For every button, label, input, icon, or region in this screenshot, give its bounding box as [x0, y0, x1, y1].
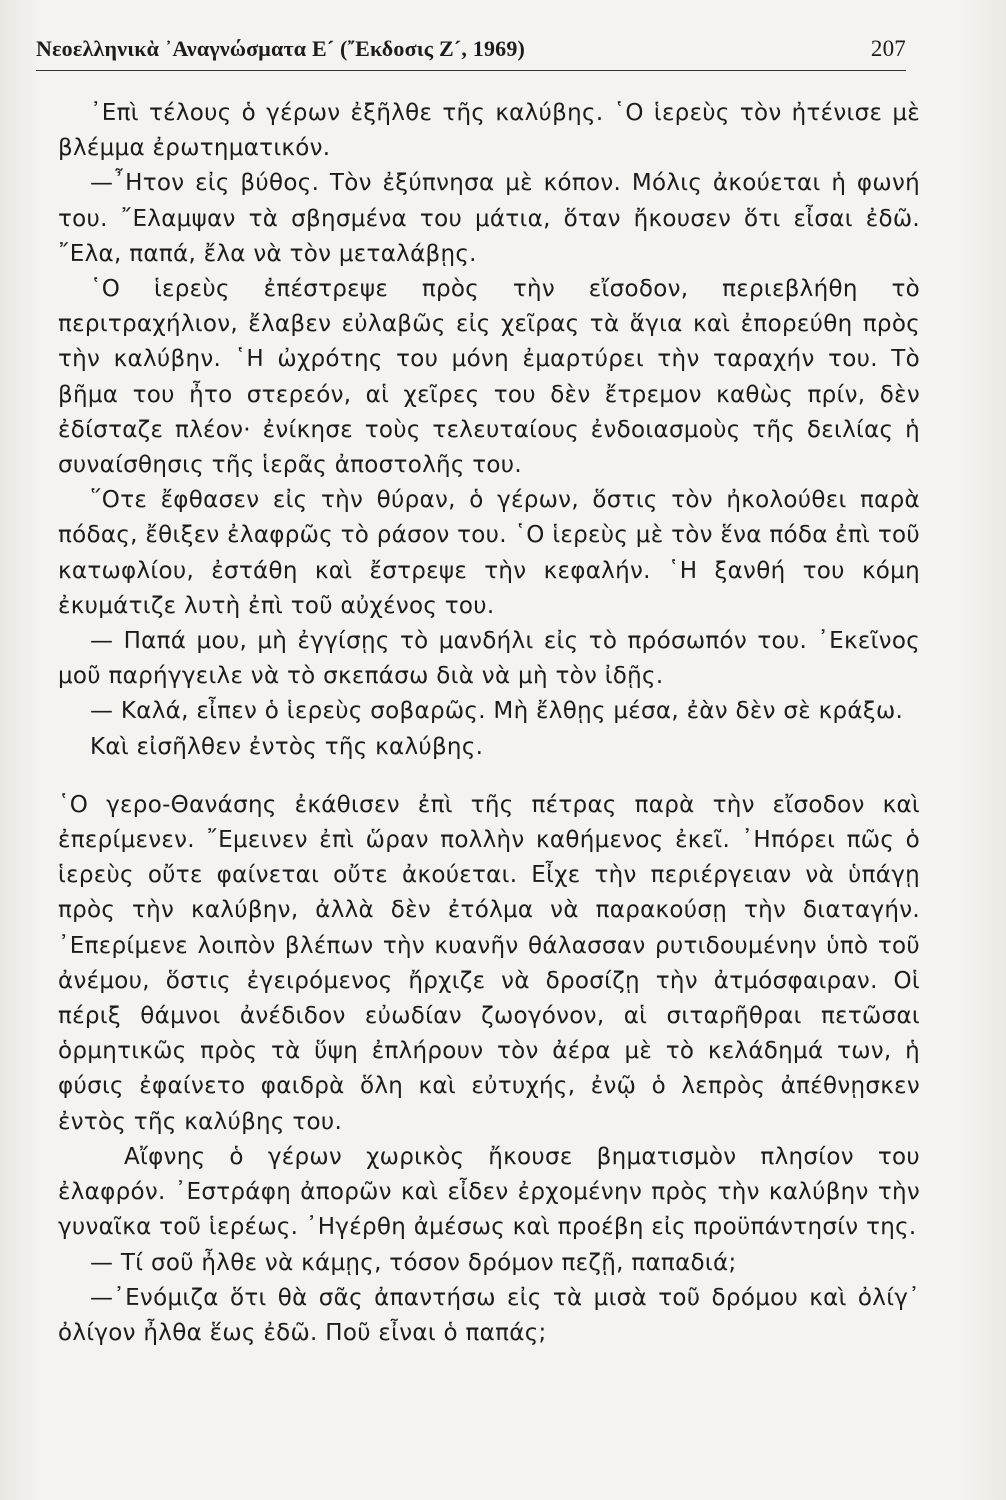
paragraph: Καὶ εἰσῆλθεν ἐντὸς τῆς καλύβης.: [90, 733, 484, 760]
paragraph: ῾Ο ἱερεὺς ἐπέστρεψε πρὸς τὴν εἴσοδον, περιεβλήθη τὸ περιτραχήλιον, ἔλαβεν εὐλαβῶς εἰς χεῖρας τὰ ἅγια καὶ ἐπορεύθη πρὸς τὴν καλύβην. ῾Η ὠχρότης του μόνη ἐμαρτύρει τὴν ταραχήν του. Τὸ βῆμα του ἦτο στερεόν, αἱ χεῖρες του δὲν ἔτρεμον καθὼς πρίν, δὲν ἐδίσταζε πλέον· ἐνίκησε τοὺς τελευταίους ἐνδοιασμοὺς τῆς δειλίας ἡ συναίσθησις τῆς ἱερᾶς ἀποστολῆς του.: [58, 276, 920, 479]
running-header: [36, 28, 906, 62]
paragraph: ῾Ο γερο-Θανάσης ἐκάθισεν ἐπὶ τῆς πέτρας παρὰ τὴν εἴσοδον καὶ ἐπερίμενεν. ῎Εμεινεν ἐπὶ ὥραν πολλὴν καθήμενος ἐκεῖ. ᾿Ηπόρει πῶς ὁ ἱερεὺς οὔτε φαίνεται οὔτε ἀκούεται. Εἶχε τὴν περιέργειαν νὰ ὑπάγῃ πρὸς τὴν καλύβην, ἀλλὰ δὲν ἐτόλμα νὰ παρακούσῃ τὴν διαταγήν. ᾿Επερίμενε λοιπὸν βλέπων τὴν κυανῆν θάλασσαν ρυτιδουμένην ὑπὸ τοῦ ἀνέμου, ὅστις ἐγειρόμενος ἤρχιζε νὰ δροσίζῃ τὴν ἀτμόσφαιραν. Οἱ πέριξ θάμνοι ἀνέδιδον εὐωδίαν ζωογόνον, αἱ σιταρῆθραι πετῶσαι ὁρμητικῶς πρὸς τὰ ὕψη ἐπλήρουν τὸν ἀέρα μὲ τὸ κελάδημά των, ἡ φύσις ἐφαίνετο φαιδρὰ ὅλη καὶ εὐτυχής, ἐνῷ ὁ λεπρὸς ἀπέθνῃσκεν ἐντὸς τῆς καλύβης του.: [58, 791, 920, 1135]
dialogue-paragraph: — Παπά μου, μὴ ἐγγίσῃς τὸ μανδήλι εἰς τὸ πρόσωπόν του. ᾿Εκεῖνος μοῦ παρήγγειλε νὰ τὸ σκεπάσω διὰ νὰ μὴ τὸν ἰδῇς.: [58, 628, 920, 690]
paragraph: ῞Οτε ἔφθασεν εἰς τὴν θύραν, ὁ γέρων, ὅστις τὸν ἠκολούθει παρὰ πόδας, ἔθιξεν ἐλαφρῶς τὸ ράσον του. ῾Ο ἱερεὺς μὲ τὸν ἕνα πόδα ἐπὶ τοῦ κατωφλίου, ἐστάθη καὶ ἔστρεψε τὴν κεφαλήν. ῾Η ξανθή του κόμη ἐκυμάτιζε λυτὴ ἐπὶ τοῦ αὐχένος του.: [58, 487, 920, 619]
header-rule: [36, 70, 906, 71]
paragraph: ᾿Επὶ τέλους ὁ γέρων ἐξῆλθε τῆς καλύβης. ῾Ο ἱερεὺς τὸν ἠτένισε μὲ βλέμμα ἐρωτηματικόν.: [58, 100, 920, 162]
page-number: 207: [870, 36, 906, 61]
dialogue-paragraph: —῏Ητον εἰς βύθος. Τὸν ἐξύπνησα μὲ κόπον. Μόλις ἀκούεται ἡ φωνή του. ῎Ελαμψαν τὰ σβησμένα του μάτια, ὅταν ἤκουσεν ὅτι εἶσαι ἐδῶ. ῎Ελα, παπά, ἔλα νὰ τὸν μεταλάβῃς.: [58, 170, 920, 267]
paragraph: Αἴφνης ὁ γέρων χωρικὸς ἤκουσε βηματισμὸν πλησίον του ἐλαφρόν. ᾿Εστράφη ἀπορῶν καὶ εἶδεν ἐρχομένην πρὸς τὴν καλύβην τὴν γυναῖκα τοῦ ἱερέως. ᾿Ηγέρθη ἀμέσως καὶ προέβη εἰς προϋπάντησίν της.: [58, 1143, 920, 1241]
header-title: Νεοελληνικὰ ᾿Αναγνώσματα Ε´ (῎Εκδοσις Ζ´, 1969): [36, 36, 526, 61]
body-text: [58, 96, 920, 1351]
dialogue-paragraph: —᾿Ενόμιζα ὅτι θὰ σᾶς ἀπαντήσω εἰς τὰ μισὰ τοῦ δρόμου καὶ ὀλίγ᾿ ὀλίγον ἦλθα ἕως ἐδῶ. Ποῦ εἶναι ὁ παπάς;: [58, 1284, 920, 1346]
dialogue-paragraph: — Καλά, εἶπεν ὁ ἱερεὺς σοβαρῶς. Μὴ ἔλθῃς μέσα, ἐὰν δὲν σὲ κράξω.: [90, 698, 904, 725]
dialogue-paragraph: — Τί σοῦ ἦλθε νὰ κάμῃς, τόσον δρόμον πεζῇ, παπαδιά;: [90, 1249, 737, 1276]
